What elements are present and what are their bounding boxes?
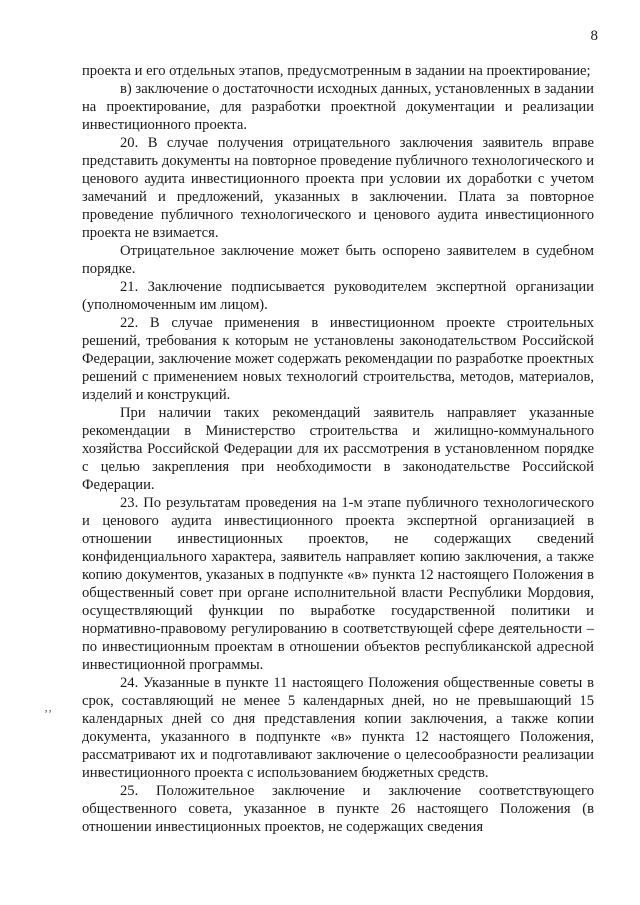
page-number: 8 — [590, 28, 598, 44]
paragraph: Отрицательное заключение может быть оспорено заявителем в судебном порядке. — [82, 243, 594, 277]
paragraph: 22. В случае применения в инвестиционном проекте строительных решений, требования к которым не установлены законодательством Российской Федерации, заключение может содержать рекомендации по разработке проектных решений с применением новых технологий строительства, методов, материалов, изделий и конструкций. — [82, 315, 594, 403]
paragraph: 24. Указанные в пункте 11 настоящего Положения общественные советы в срок, составляющий не менее 5 календарных дней, но не превышающий 15 календарных дней со дня представления копии заключения, а также копии документа, указанного в подпункте «в» пункта 12 настоящего Положения, рассматривают их и подготавливают заключение о целесообразности реализации инвестиционного проекта с использованием бюджетных средств. — [82, 675, 594, 781]
paragraph: 23. По результатам проведения на 1-м этапе публичного технологического и ценового аудита инвестиционного проекта экспертной организацией в отношении инвестиционных проектов, не содержащих сведений конфиденциального характера, заявитель направляет копию заключения, а также копию документов, указаных в подпункте «в» пункта 12 настоящего Положения в общественный совет при органе исполнительной власти Республики Мордовия, осуществляющий функции по выработке государственной политики и нормативно-правовому регулированию в соответствующей сфере деятельности – по инвестиционным проектам в отношении объектов республиканской адресной инвестиционной программы. — [82, 495, 594, 673]
paragraph: в) заключение о достаточности исходных данных, установленных в задании на проектирование, для разработки проектной документации и реализации инвестиционного проекта. — [82, 81, 594, 133]
margin-mark: ‚‚ — [44, 700, 52, 714]
paragraph: При наличии таких рекомендаций заявитель направляет указанные рекомендации в Министерство строительства и жилищно-коммунального хозяйства Российской Федерации для их рассмотрения в установленном порядке с целью закрепления при необходимости в законодательстве Российской Федерации. — [82, 405, 594, 493]
paragraph: 25. Положительное заключение и заключение соответствующего общественного совета, указанное в пункте 26 настоящего Положения (в отношении инвестиционных проектов, не содержащих сведения — [82, 783, 594, 835]
paragraph: 21. Заключение подписывается руководителем экспертной организации (уполномоченным им лицом). — [82, 279, 594, 313]
paragraph: проекта и его отдельных этапов, предусмотренным в задании на проектирование; — [82, 63, 591, 79]
paragraph: 20. В случае получения отрицательного заключения заявитель вправе представить документы на повторное проведение публичного технологического и ценового аудита инвестиционного проекта при условии их доработки с учетом замечаний и предложений, указанных в заключении. Плата за повторное проведение публичного технологического и ценового аудита инвестиционного проекта не взимается. — [82, 135, 594, 241]
document-body — [82, 62, 594, 836]
